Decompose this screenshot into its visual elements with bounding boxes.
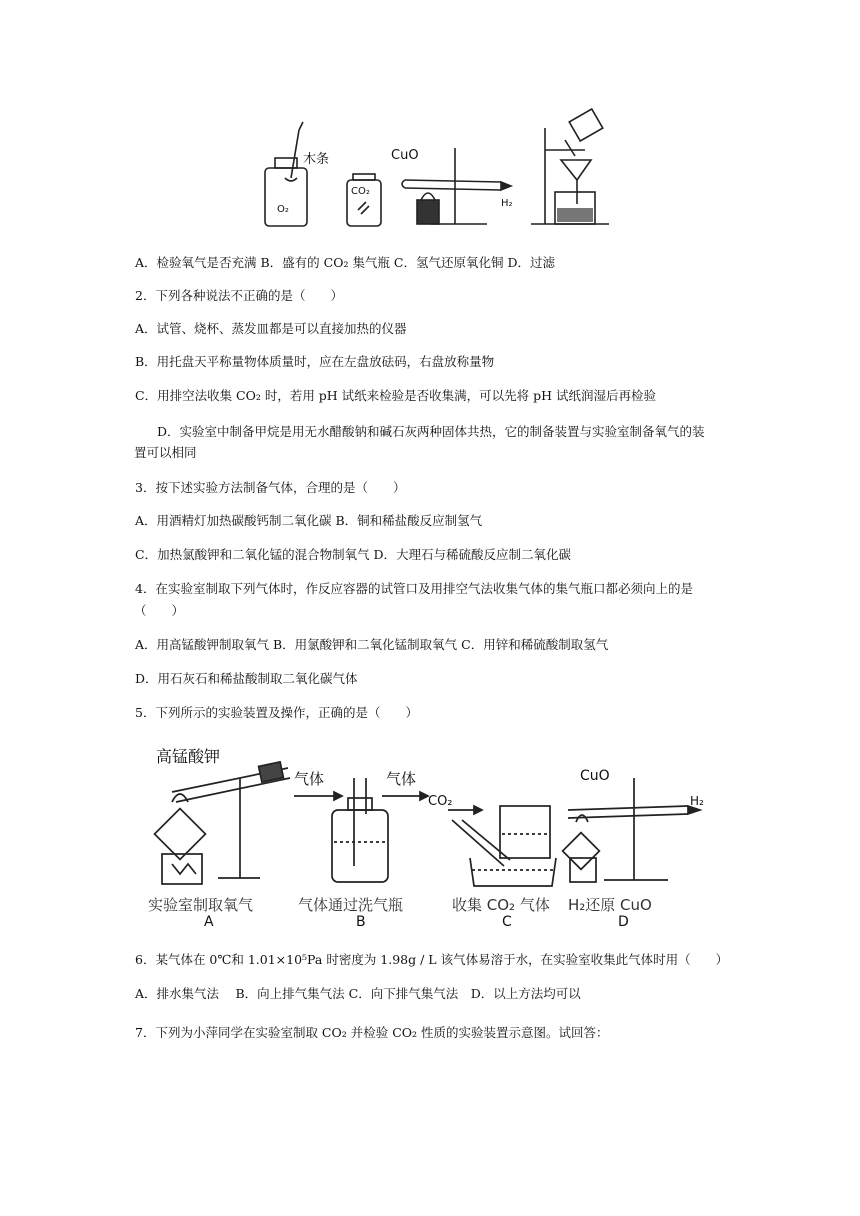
label-co2: CO₂ (351, 186, 370, 197)
q6-options: A．排水集气法 B．向上排气集气法 C．向下排气集气法 D．以上方法均可以 (135, 986, 581, 1001)
d-letter: D (618, 914, 629, 930)
apparatus-a-icon (155, 762, 290, 884)
figure-apparatus-row-1 (255, 108, 615, 232)
d-cuo-label: CuO (580, 768, 610, 784)
q2-option-b: B．用托盘天平称量物体质量时，应在左盘放砝码，右盘放称量物 (135, 354, 495, 369)
b-letter: B (356, 914, 366, 930)
q2-option-c: C．用排空法收集 CO₂ 时，若用 pH 试纸来检验是否收集满，可以先将 pH 试纸润湿后再检验 (135, 388, 657, 403)
q3-options-cd: C．加热氯酸钾和二氧化锰的混合物制氧气 D．大理石与稀硫酸反应制二氧化碳 (135, 547, 572, 562)
q4-option-d: D．用石灰石和稀盐酸制取二氧化碳气体 (135, 671, 358, 686)
apparatus-d-icon (563, 778, 700, 882)
apparatus-c-icon (448, 806, 556, 886)
d-h2-label: H₂ (690, 794, 704, 808)
q6-stem: 6．某气体在 0℃和 1.01×10⁵Pa 时密度为 1.98g / L 该气体易溶于水，在实验室收集此气体时用（ ） (135, 952, 729, 967)
b-caption: 气体通过洗气瓶 (298, 896, 404, 914)
b-gas-in-label: 气体 (294, 770, 325, 788)
co2-bottle-icon (347, 174, 381, 226)
q2-option-d-line2: 置可以相同 (134, 445, 197, 460)
q5-stem: 5．下列所示的实验装置及操作，正确的是（ ） (135, 705, 418, 720)
q7-stem: 7．下列为小萍同学在实验室制取 CO₂ 并检验 CO₂ 性质的实验装置示意图。试回答： (135, 1025, 609, 1040)
q2-option-a: A．试管、烧杯、蒸发皿都是可以直接加热的仪器 (135, 321, 407, 336)
label-h2: H₂ (501, 198, 513, 209)
q4-stem-line1: 4．在实验室制取下列气体时，作反应容器的试管口及用排空气法收集气体的集气瓶口都必须向上的是 (135, 581, 693, 596)
label-o2: O₂ (277, 204, 289, 215)
q2-option-d-line1: D．实验室中制备甲烷是用无水醋酸钠和碱石灰两种固体共热，它的制备装置与实验室制备氧气的装 (157, 424, 705, 439)
filtration-apparatus-icon (531, 109, 609, 224)
a-caption: 实验室制取氧气 (148, 896, 254, 914)
q3-options-ab: A．用酒精灯加热碳酸钙制二氧化碳 B．铜和稀盐酸反应制氢气 (135, 513, 483, 528)
c-gas-label: CO₂ (428, 794, 453, 809)
label-cuo: CuO (391, 148, 419, 163)
q4-stem-line2: （ ） (134, 603, 185, 618)
c-caption: 收集 CO₂ 气体 (452, 896, 550, 914)
q2-stem: 2．下列各种说法不正确的是（ ） (135, 288, 343, 303)
d-caption: H₂还原 CuO (568, 896, 652, 914)
a-top-label: 高锰酸钾 (156, 747, 221, 766)
q3-stem: 3．按下述实验方法制备气体，合理的是（ ） (135, 480, 406, 495)
q4-options-abc: A．用高锰酸钾制取氧气 B．用氯酸钾和二氧化锰制取氧气 C．用锌和稀硫酸制取氢气 (135, 637, 609, 652)
a-letter: A (204, 914, 214, 930)
q1-options: A．检验氧气是否充满 B．盛有的 CO₂ 集气瓶 C．氢气还原氧化铜 D．过滤 (135, 255, 555, 270)
label-splint: 木条 (303, 152, 330, 167)
figure-apparatus-row-2 (148, 738, 718, 934)
apparatus-b-icon (294, 778, 428, 882)
c-letter: C (502, 914, 512, 930)
b-gas-out-label: 气体 (386, 770, 417, 788)
